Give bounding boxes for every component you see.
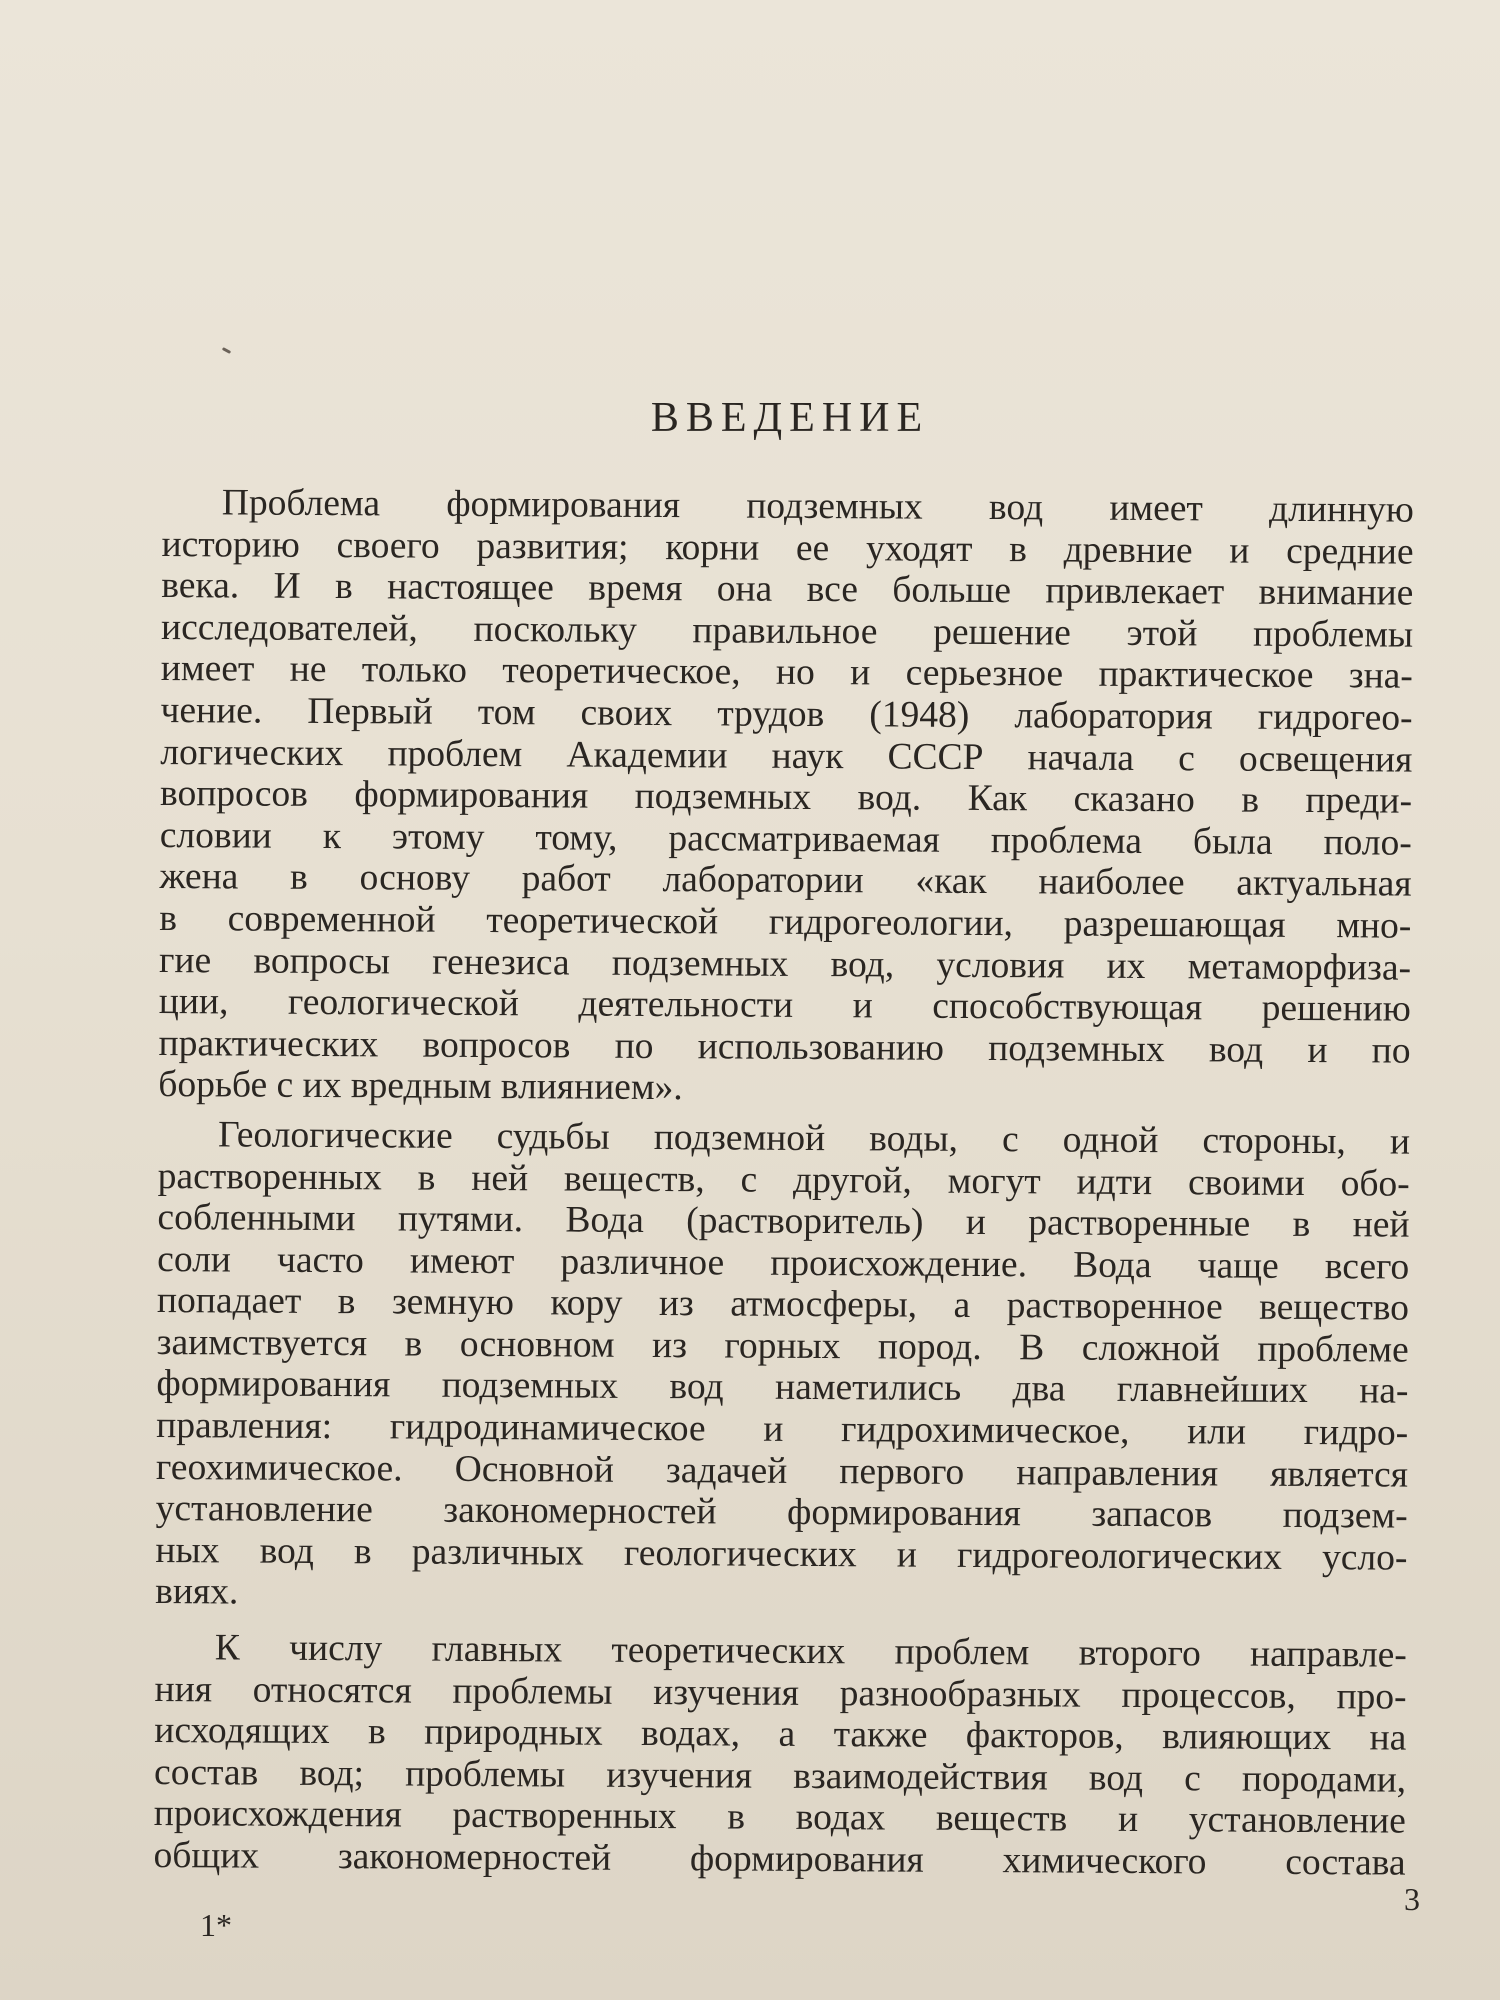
text-line: соли часто имеют различное происхождение. Вода чаще всего xyxy=(157,1238,1410,1288)
text-line: борьбе с их вредным влиянием». xyxy=(158,1064,683,1109)
text-line: растворенных в ней веществ, с другой, могут идти своими обо- xyxy=(157,1155,1410,1205)
text-line: происхождения растворенных в водах веществ и установление xyxy=(153,1793,1406,1843)
text-line: собленными путями. Вода (растворитель) и растворенные в ней xyxy=(157,1197,1410,1246)
paragraph-3 xyxy=(153,1627,1407,1884)
page-speck xyxy=(222,347,231,354)
text-line: виях. xyxy=(155,1571,239,1613)
text-line: в современной теоретической гидрогеологии, разрешающая мно- xyxy=(159,897,1412,947)
page-body xyxy=(153,482,1413,1884)
text-line: заимствуется в основном из горных пород. В сложной проблеме xyxy=(156,1321,1409,1371)
text-line: правления: гидродинамическое и гидрохимическое, или гидро- xyxy=(156,1405,1409,1454)
text-line: состав вод; проблемы изучения взаимодействия вод с породами, xyxy=(153,1751,1407,1801)
text-line: практических вопросов по использованию подземных вод и по xyxy=(158,1022,1411,1072)
text-line: ции, геологической деятельности и способствующая решению xyxy=(158,981,1411,1030)
signature-mark: 1* xyxy=(200,1907,232,1943)
text-line: К числу главных теоретических проблем второго направле- xyxy=(214,1627,1407,1676)
text-line: геохимическое. Основной задачей первого направления является xyxy=(155,1446,1409,1496)
text-line: ния относятся проблемы изучения разнообразных процессов, про- xyxy=(154,1668,1407,1718)
text-line: чение. Первый том своих трудов (1948) лаборатория гидрогео- xyxy=(160,689,1413,739)
text-line: жена в основу работ лаборатории «как наиболее актуальная xyxy=(159,856,1412,905)
text-line: попадает в земную кору из атмосферы, а растворенное вещество xyxy=(156,1280,1410,1329)
page-title: ВВЕДЕНИЕ xyxy=(650,395,930,441)
text-line: исходящих в природных водах, а также факторов, влияющих на xyxy=(154,1710,1407,1759)
text-line: вопросов формирования подземных вод. Как сказано в преди- xyxy=(159,773,1413,822)
text-line: ных вод в различных геологических и гидрогеологических усло- xyxy=(155,1529,1408,1579)
text-line: имеет не только теоретическое, но и серьезное практическое зна- xyxy=(160,648,1413,698)
text-line: исследователей, поскольку правильное решение этой проблемы xyxy=(160,606,1414,656)
text-line: века. И в настоящее время она все больше привлекает внимание xyxy=(161,565,1414,614)
text-line: словии к этому тому, рассматриваемая проблема была поло- xyxy=(159,814,1412,864)
page-number: 3 xyxy=(1404,1881,1420,1917)
paragraph-1 xyxy=(158,482,1414,1114)
text-line: общих закономерностей формирования химического состава xyxy=(153,1834,1406,1884)
paragraph-2 xyxy=(155,1114,1410,1621)
text-line: установление закономерностей формирования запасов подзем- xyxy=(155,1488,1408,1537)
text-line: историю своего развития; корни ее уходят в древние и средние xyxy=(161,523,1414,573)
text-line: формирования подземных вод наметились два главнейших на- xyxy=(156,1363,1409,1413)
text-line: Геологические судьбы подземной воды, с одной стороны, и xyxy=(217,1114,1411,1163)
text-line: Проблема формирования подземных вод имеет длинную xyxy=(221,482,1414,531)
text-line: логических проблем Академии наук СССР начала с освещения xyxy=(160,731,1413,781)
text-line: гие вопросы генезиса подземных вод, условия их метаморфиза- xyxy=(158,939,1412,989)
